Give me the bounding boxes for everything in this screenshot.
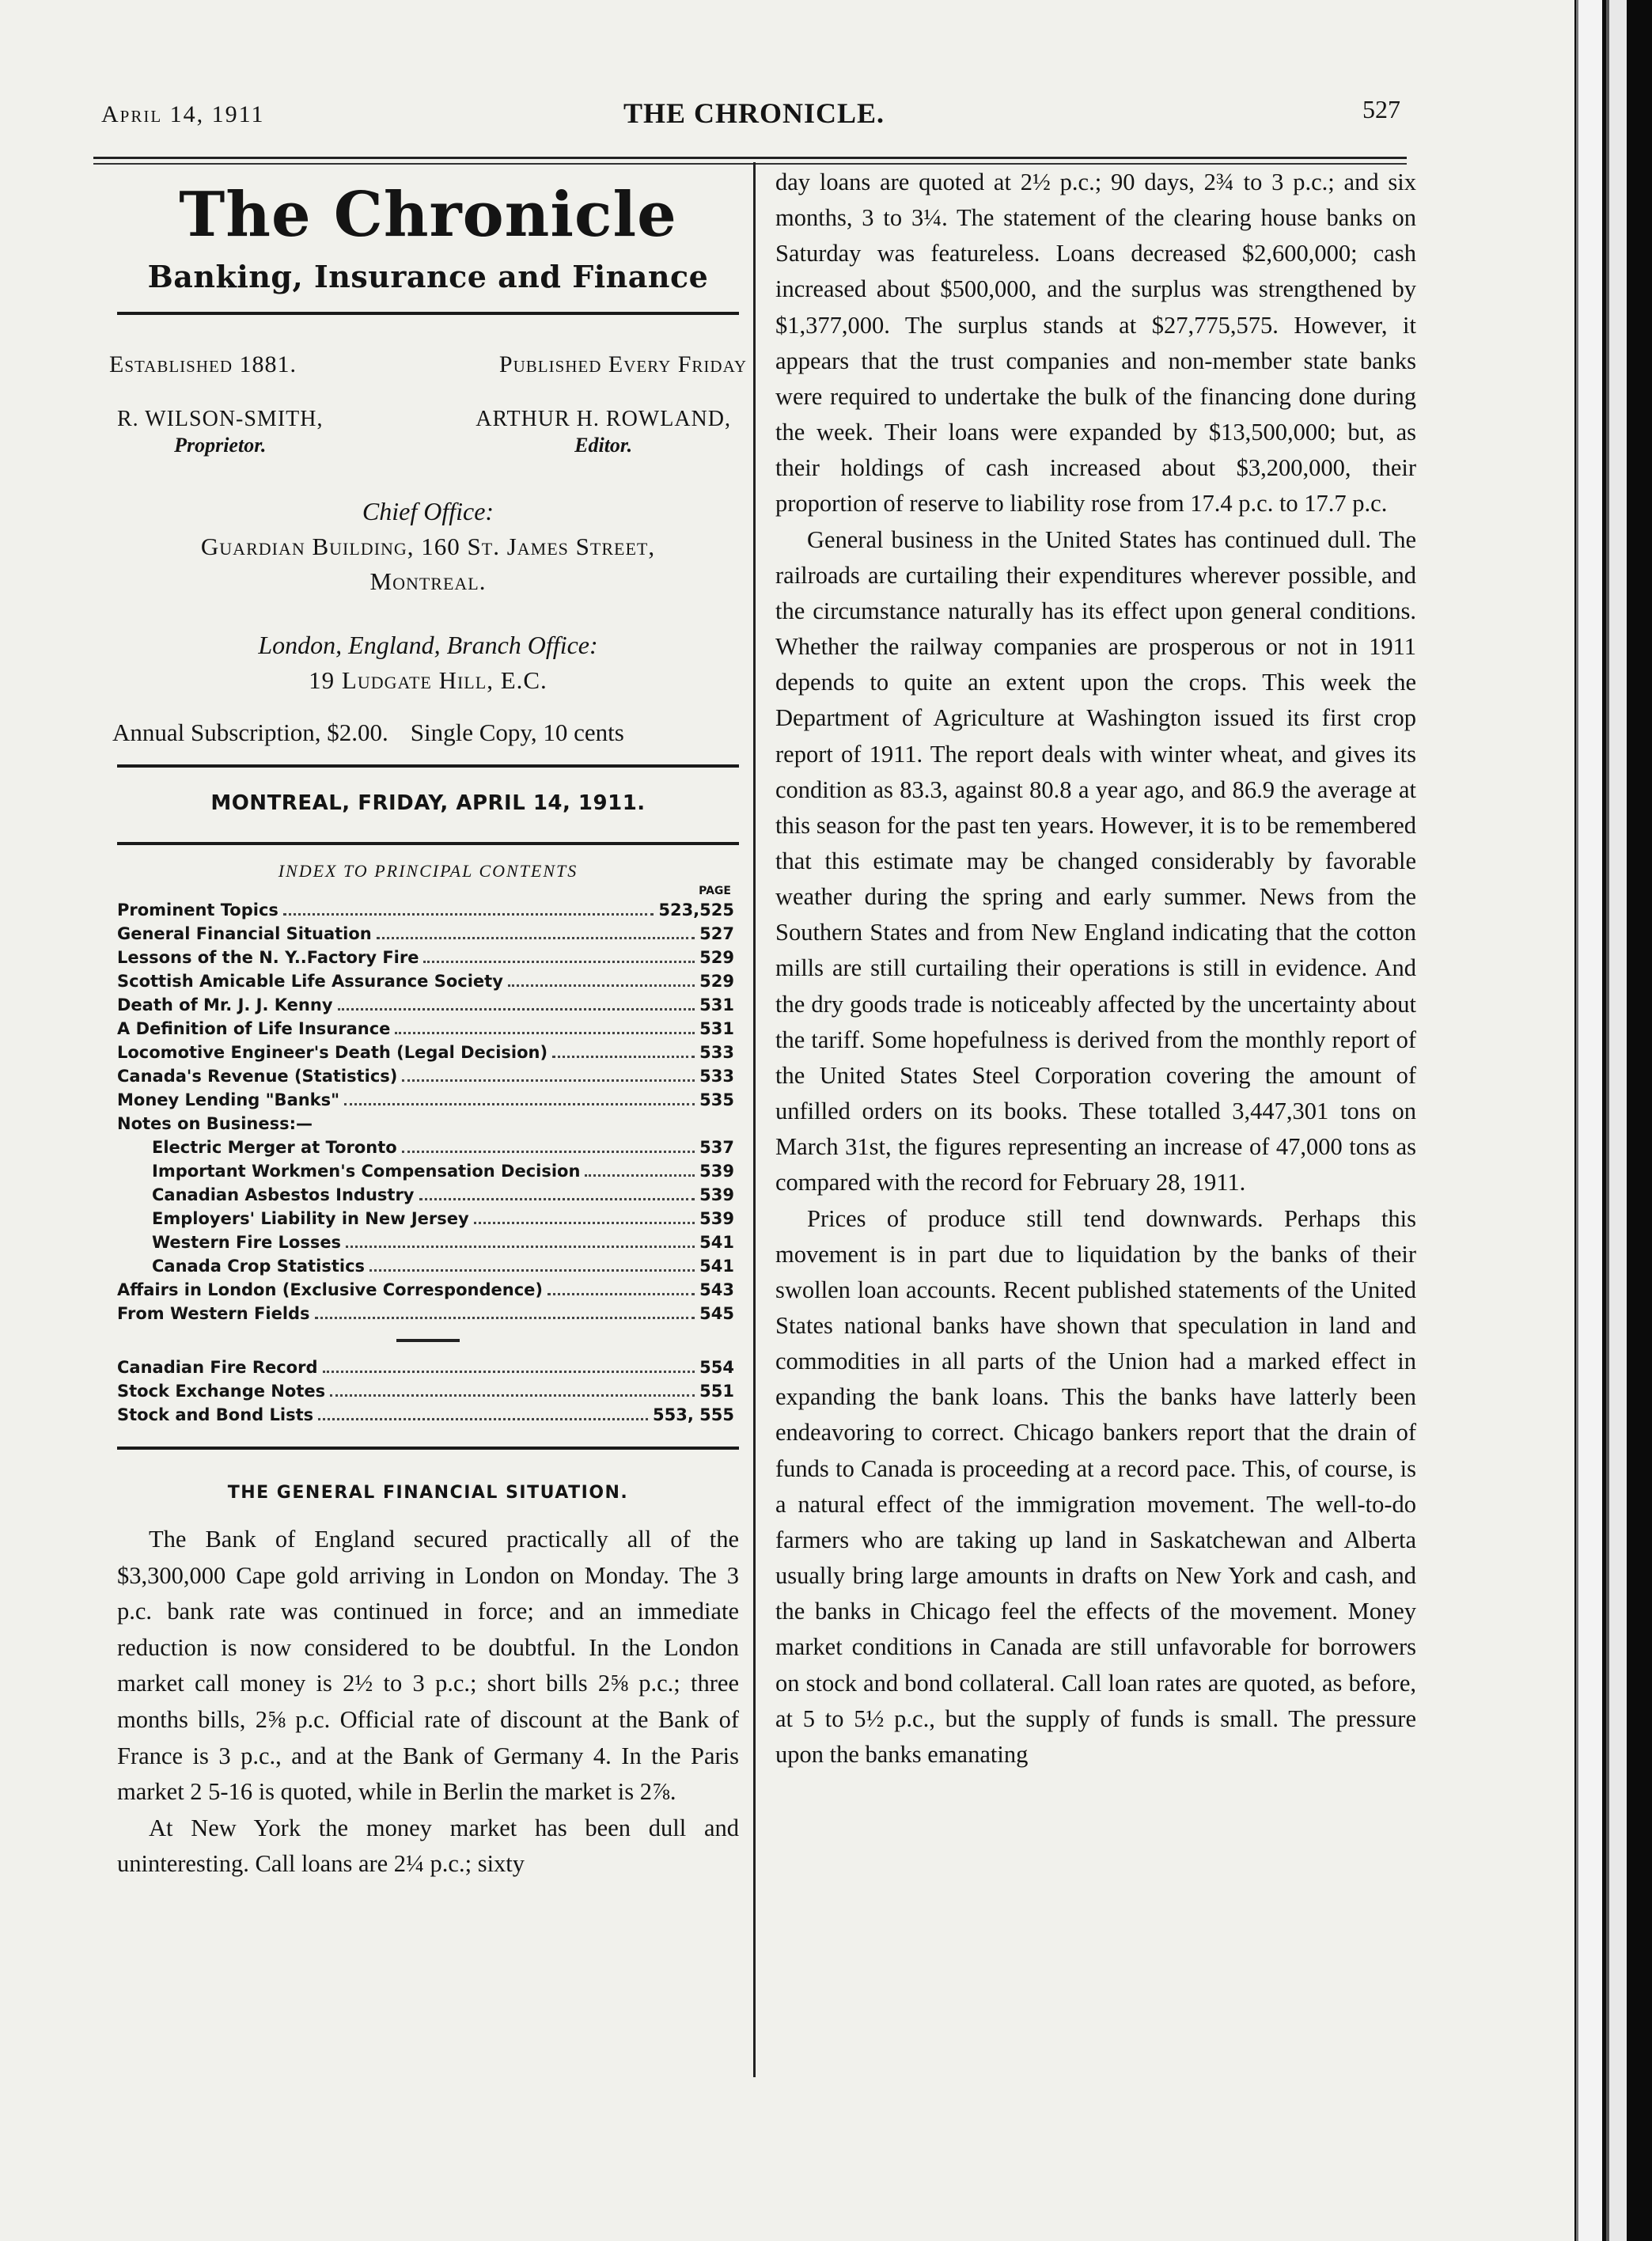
proprietor-block (117, 407, 323, 457)
index-entry-page: 531 (699, 995, 734, 1014)
annual-subscription: Annual Subscription, $2.00. (112, 719, 388, 746)
editor-role: Editor. (574, 434, 633, 457)
index-entry (117, 1019, 734, 1043)
index-entry-page: 539 (699, 1209, 734, 1228)
chief-office-label: Chief Office: (362, 497, 494, 525)
index-entry-page: 537 (699, 1138, 734, 1157)
index-entry-title: Affairs in London (Exclusive Correspondence) (117, 1280, 543, 1299)
table-of-contents-supplement (117, 1358, 734, 1429)
index-entry-title: General Financial Situation (117, 924, 372, 943)
index-leader-dots (369, 1269, 695, 1272)
index-entry (117, 1162, 734, 1185)
article-paragraph: day loans are quoted at 2½ p.c.; 90 days, 2¾ to 3 p.c.; and six months, 3 to 3¼. The statement of the clearing house banks on Saturday was featureless. Loans decreased $2,600,000; cash increased about $500,000, and the surplus was strengthened by $1,377,000. The surplus stands at $27,775,575. However, it appears that the trust companies and non-member state banks were required to undertake the bulk of the financing done during the week. Their loans were expanded by $13,500,000; but, as their holdings of cash increased about $3,200,000, their proportion of reserve to liability rose from 17.4 p.c. to 17.7 p.c. (775, 169, 1416, 518)
index-leader-dots (395, 1032, 695, 1034)
masthead-title: The Chronicle (179, 179, 677, 251)
proprietor-name: R. WILSON-SMITH, (117, 407, 324, 431)
index-entry (117, 1280, 734, 1304)
established-text: Established 1881. (109, 351, 297, 377)
left-column (109, 168, 747, 1883)
article-paragraph: The Bank of England secured practically all of the $3,300,000 Cape gold arriving in London on Monday. The 3 p.c. bank rate was continued in force; and an immediate reduction is now considered to be doubtful. In the London market call money is 2½ to 3 p.c.; short bills 2⅝ p.c.; three months bills, 2⅝ p.c. Official rate of discount at the Bank of France is 3 p.c., and at the Bank of Germany 4. In the Paris market 2 5-16 is quoted, while in Berlin the market is 2⅞. (117, 1526, 739, 1806)
article-paragraph: At New York the money market has been dull and uninteresting. Call loans are 2¼ p.c.; sixty (117, 1814, 739, 1878)
index-entry-title: Canadian Asbestos Industry (152, 1185, 415, 1204)
index-entry-title: Stock Exchange Notes (117, 1382, 326, 1401)
index-entry-title: Electric Merger at Toronto (152, 1138, 397, 1157)
running-head-date: April 14, 1911 (101, 101, 265, 127)
index-leader-dots (323, 1371, 695, 1373)
index-entry-title: Canadian Fire Record (117, 1358, 318, 1377)
binding-edge (1606, 0, 1627, 2241)
masthead-rule (117, 312, 739, 315)
page-number: 527 (1362, 95, 1400, 123)
index-leader-dots (423, 961, 695, 963)
staff-block (117, 407, 739, 478)
index-entry (117, 924, 734, 948)
index-entry-title: Locomotive Engineer's Death (Legal Decision) (117, 1043, 548, 1062)
index-entry-title: Scottish Amicable Life Assurance Society (117, 972, 503, 991)
chief-office-city: Montreal. (369, 567, 487, 595)
index-entry (117, 1090, 734, 1114)
index-entry-title: Canada Crop Statistics (152, 1257, 366, 1276)
index-entry (117, 1209, 734, 1233)
index-entry-page: 535 (699, 1090, 734, 1109)
index-entry-title: Important Workmen's Compensation Decision (152, 1162, 581, 1181)
index-entry (117, 1185, 734, 1209)
index-leader-dots (548, 1293, 695, 1295)
dateline: MONTREAL, FRIDAY, APRIL 14, 1911. (210, 791, 646, 815)
subscription-line (112, 719, 739, 747)
running-head (101, 95, 1400, 146)
index-entry-page: 554 (699, 1358, 734, 1377)
index-entry (117, 995, 734, 1019)
index-entry (117, 1067, 734, 1090)
index-leader-dots (283, 913, 654, 916)
index-leader-dots (552, 1056, 695, 1058)
index-entry-page: 541 (699, 1233, 734, 1252)
index-entry (117, 1257, 734, 1280)
article-paragraph: Prices of produce still tend downwards. Perhaps this movement is in part due to liquidation by the banks of their swollen loan accounts. Recent published statements of the United States national banks have shown that speculation in land and commodities in all parts of the Union had a marked effect in expanding the bank loans. This the banks have latterly been endeavoring to correct. Chicago bankers report that the drain of funds to Canada is proceeding at a record pace. This, of course, is a natural effect of the immigration movement. The well-to-do farmers who are taking up land in Saskatchewan and Alberta usually bring large amounts in drafts on New York and cash, and the banks in Chicago feel the effects of the movement. Money market conditions in Canada are still unfavorable for borrowers on stock and bond collateral. Call loan rates are quoted, as before, at 5 to 5½ p.c., but the supply of funds is small. The pressure upon the banks emanating (775, 1204, 1416, 1768)
index-entry-page: 523,525 (658, 901, 734, 920)
index-leader-dots (474, 1222, 695, 1224)
index-entry (117, 948, 734, 972)
editor-block (476, 407, 731, 457)
table-of-contents (117, 901, 734, 1328)
index-entry (117, 972, 734, 995)
index-leader-dots (318, 1418, 648, 1420)
index-title: INDEX TO PRINCIPAL CONTENTS (278, 861, 578, 881)
index-entry-title: Lessons of the N. Y..Factory Fire (117, 948, 419, 967)
index-page-label: PAGE (699, 885, 731, 897)
index-leader-dots (315, 1317, 695, 1319)
index-entry-page: 543 (699, 1280, 734, 1299)
index-entry (117, 1304, 734, 1328)
article-body-right (775, 165, 1416, 1773)
index-entry-page: 553, 555 (653, 1405, 734, 1424)
dateline-rule-bottom (117, 842, 739, 845)
adjacent-page-edge (1576, 0, 1602, 2241)
published-text: Published Every Friday (498, 351, 747, 377)
article-heading: THE GENERAL FINANCIAL SITUATION. (227, 1483, 629, 1503)
index-entry-title: Canada's Revenue (Statistics) (117, 1067, 398, 1086)
index-entry (117, 901, 734, 924)
index-entry-page: 551 (699, 1382, 734, 1401)
index-entry-page: 527 (699, 924, 734, 943)
proprietor-role: Proprietor. (174, 434, 267, 457)
index-entry (117, 1043, 734, 1067)
index-entry-title: A Definition of Life Insurance (117, 1019, 391, 1038)
index-leader-dots (344, 1103, 695, 1105)
column-rule (753, 162, 756, 2077)
index-leader-dots (346, 1246, 695, 1248)
right-column (775, 165, 1416, 1773)
index-entry-page: 539 (699, 1185, 734, 1204)
index-entry-title: Stock and Bond Lists (117, 1405, 314, 1424)
index-leader-dots (402, 1079, 695, 1082)
publication-info (109, 351, 747, 391)
index-entry-title: Notes on Business:— (117, 1114, 313, 1133)
index-entry-title: Employers' Liability in New Jersey (152, 1209, 469, 1228)
index-entry (117, 1138, 734, 1162)
dateline-rule-top (117, 764, 739, 768)
index-entry-page: 529 (699, 972, 734, 991)
index-entry (117, 1405, 734, 1429)
single-copy-price: Single Copy, 10 cents (410, 719, 624, 746)
index-entry-page: 539 (699, 1162, 734, 1181)
index-rule-bottom (117, 1447, 739, 1450)
running-head-title: THE CHRONICLE. (623, 97, 885, 129)
index-entry-page: 541 (699, 1257, 734, 1276)
index-leader-dots (585, 1174, 695, 1177)
article-paragraph: General business in the United States has continued dull. The railroads are curtailing their expenditures wherever possible, and the circumstance naturally has its effect upon general conditions. Whether the railway companies are prosperous or not in 1911 depends to quite an extent upon the crops. This week the Department of Agriculture at Washington issued its first crop report of 1911. The report deals with winter wheat, and gives its condition as 83.3, against 80.8 a year ago, and 86.9 the average at this season for the past ten years. However, it is to be remembered that this estimate may be changed considerably by favorable weather during the spring and early summer. News from the Southern States and from New England indicating that the cotton mills are still curtailing their operations is still in evidence. And the dry goods trade is noticeably affected by the uncertainty about the tariff. Some hopefulness is derived from the monthly report of the United States Steel Corporation covering the amount of unfilled orders on its books. These totalled 3,447,301 tons on March 31st, the figures representing an increase of 47,000 tons as compared with the record for February 28, 1911. (775, 525, 1416, 1196)
index-entry-page: 529 (699, 948, 734, 967)
index-separator (396, 1339, 460, 1342)
index-entry-page: 533 (699, 1067, 734, 1086)
chief-office-address: Guardian Building, 160 St. James Street, (200, 533, 656, 560)
index-entry-title: Money Lending "Banks" (117, 1090, 340, 1109)
index-entry (117, 1233, 734, 1257)
index-entry-page: 531 (699, 1019, 734, 1038)
article-body-left (117, 1522, 739, 1883)
editor-name: ARTHUR H. ROWLAND, (476, 407, 731, 431)
index-entry-page: 545 (699, 1304, 734, 1323)
index-leader-dots (338, 1008, 695, 1011)
index-entry-title: From Western Fields (117, 1304, 310, 1323)
index-leader-dots (508, 984, 695, 987)
index-leader-dots (377, 937, 695, 939)
index-entry-title: Prominent Topics (117, 901, 278, 920)
masthead-subtitle: Banking, Insurance and Finance (147, 259, 709, 294)
index-leader-dots (330, 1394, 695, 1397)
index-leader-dots (402, 1151, 695, 1153)
index-leader-dots (419, 1198, 695, 1200)
index-entry-title: Western Fire Losses (152, 1233, 342, 1252)
index-entry (117, 1382, 734, 1405)
index-entry-title: Death of Mr. J. J. Kenny (117, 995, 333, 1014)
index-entry (117, 1358, 734, 1382)
branch-office-address: 19 Ludgate Hill, E.C. (309, 666, 548, 694)
index-entry-page: 533 (699, 1043, 734, 1062)
branch-office-label: London, England, Branch Office: (258, 631, 598, 659)
top-rule (93, 157, 1407, 159)
index-entry (117, 1114, 734, 1138)
